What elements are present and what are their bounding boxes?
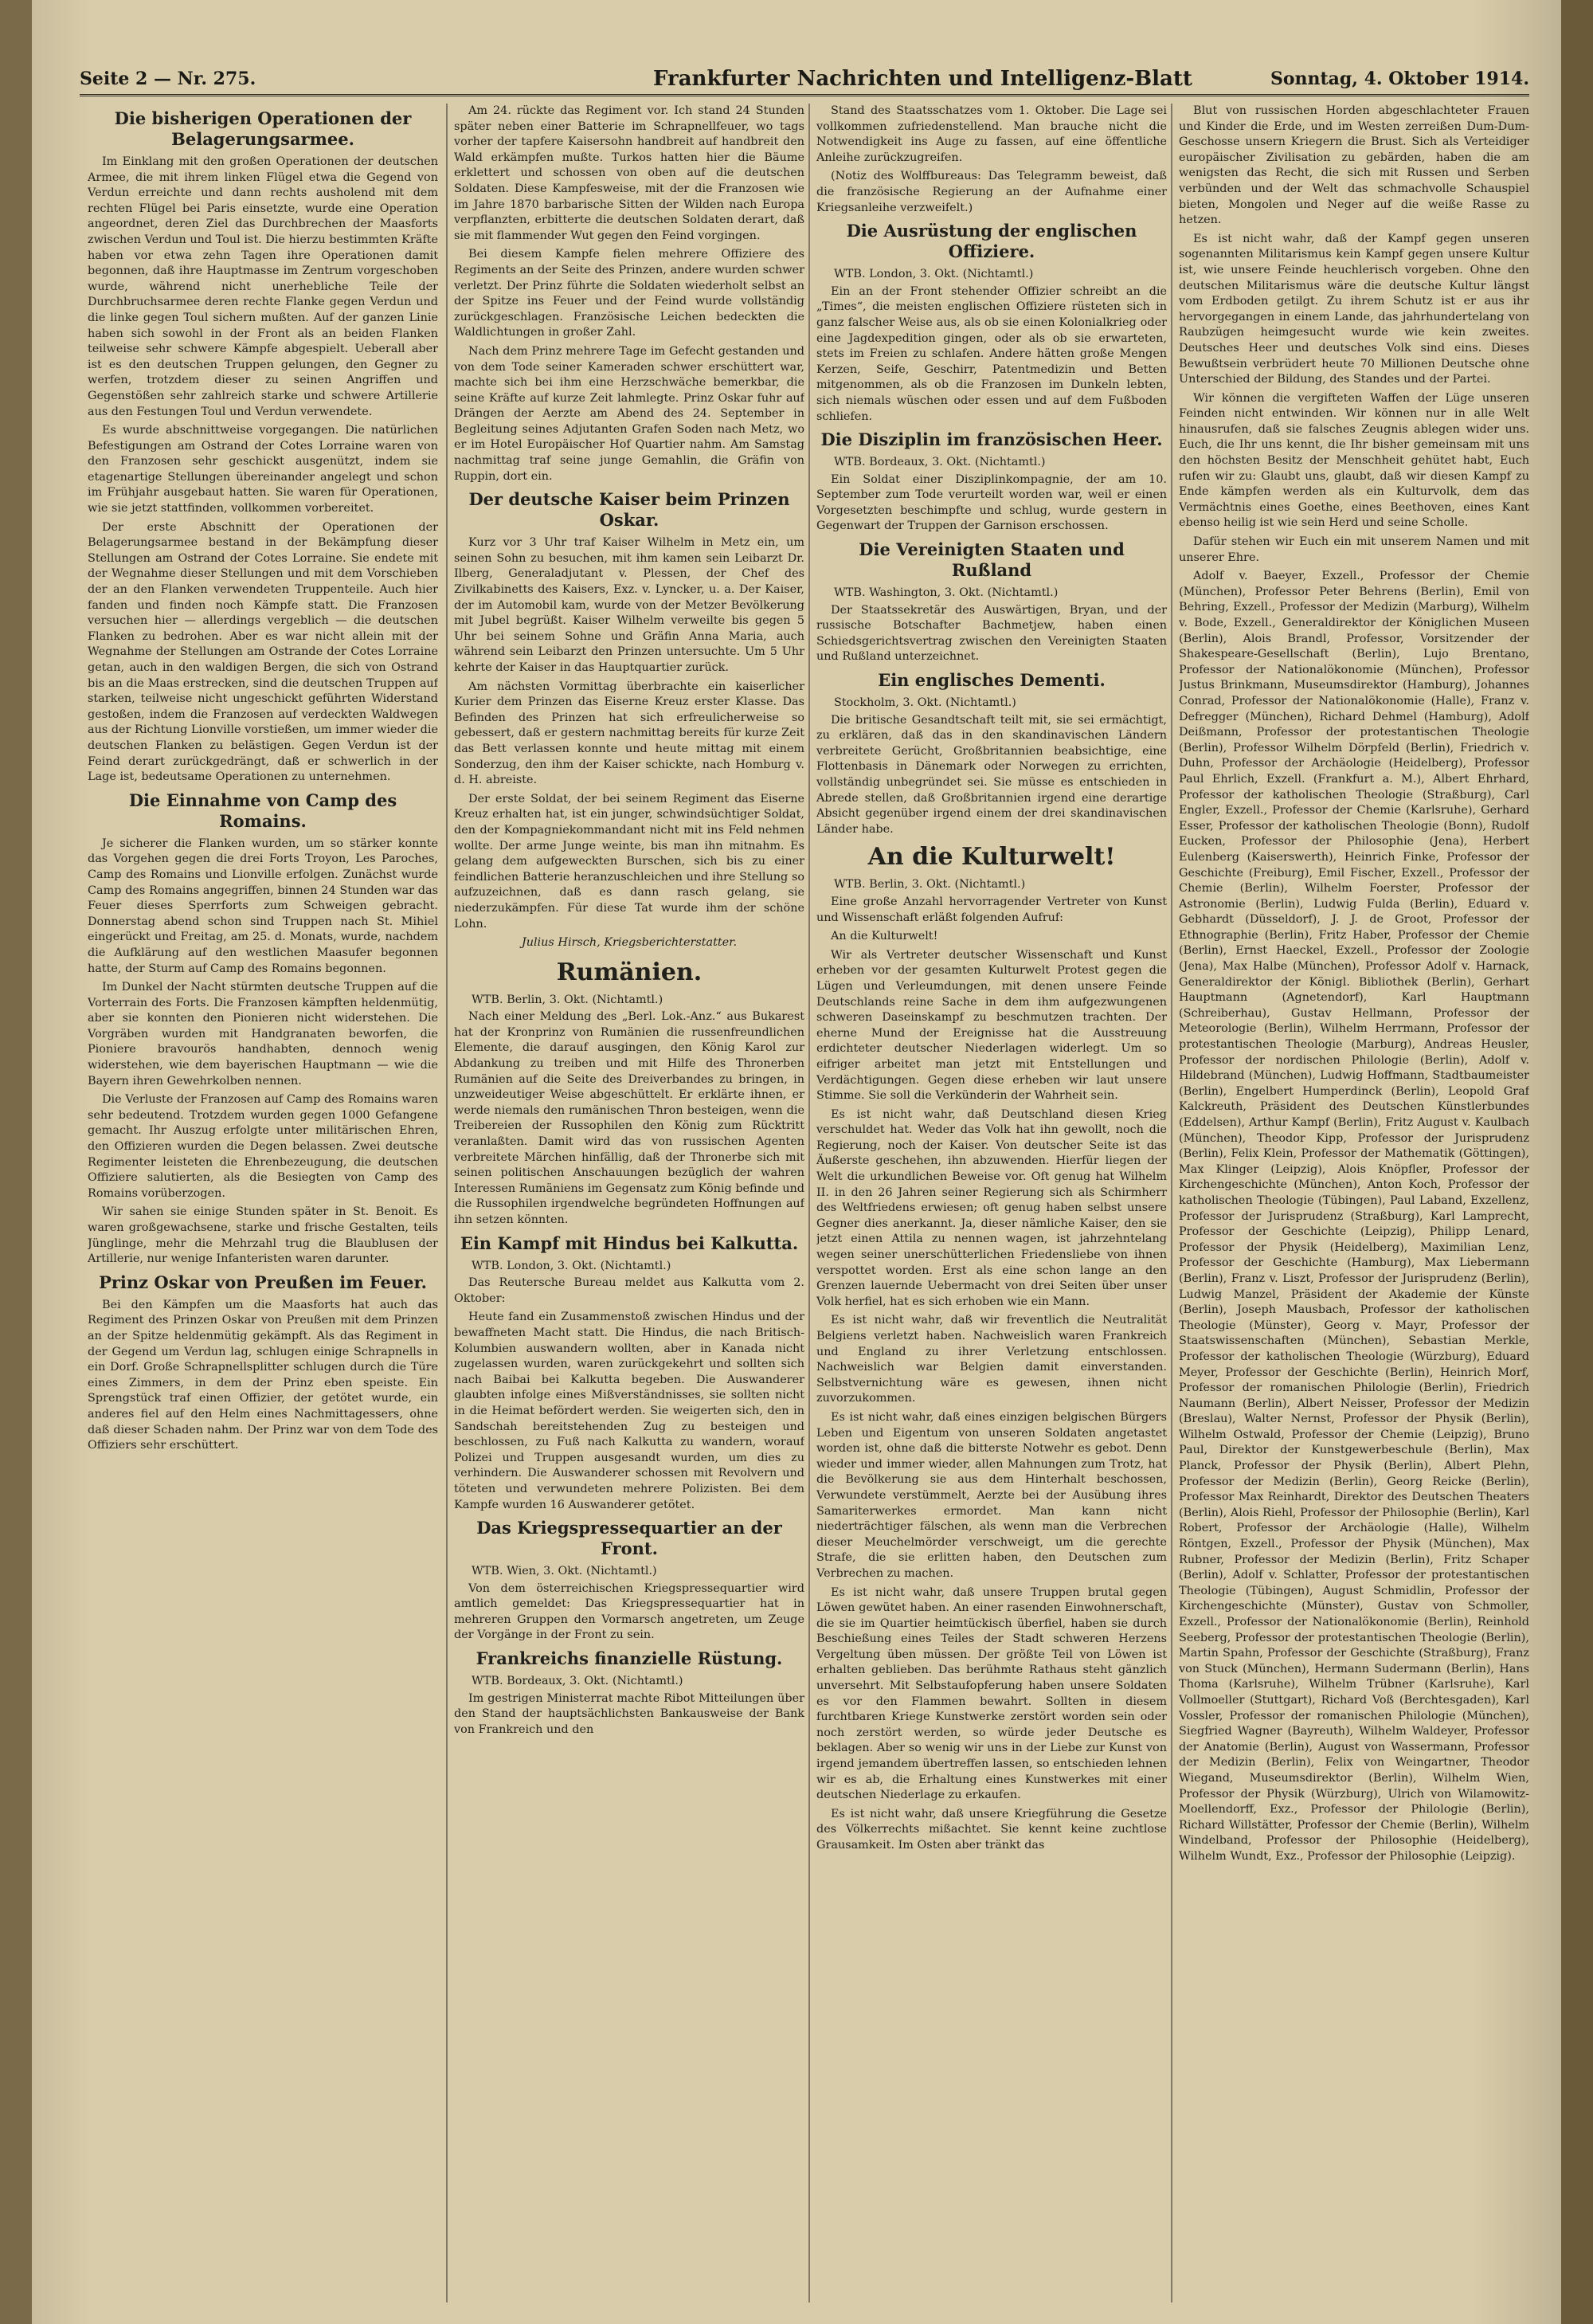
masthead-title: Frankfurter Nachrichten und Intelligenz-Blatt (653, 67, 1192, 91)
article (816, 539, 1167, 665)
paragraph: Die britische Gesandtschaft teilt mit, sie sei ermächtigt, zu erklären, daß das in den skandinavischen Ländern verbreitete Gerücht, Großbritannien beabsichtige, eine Flottenbasis in Dänemark oder Norwegen zu errichten, vollständig unbegründet sei. Sie müsse es entschieden in Abrede stellen, daß Großbritannien irgend eine derartige Absicht gegenüber irgend einem der drei skandinavischen Länder habe. (816, 713, 1167, 836)
article-headline: Das Kriegspressequartier an der Front. (476, 1518, 782, 1559)
article-headline: Die Ausrüstung der englischen Offiziere. (846, 221, 1137, 262)
book-binding-left (0, 0, 32, 2324)
paragraph: Von dem österreichischen Kriegspressequartier wird amtlich gemeldet: Das Kriegspressequartier hat in mehreren Gruppen den Vormarsch angetreten, um Zeuge der Vorgänge in der Front zu sein. (454, 1581, 804, 1642)
paragraph: Blut von russischen Horden abgeschlachteter Frauen und Kinder die Erde, und im Westen zerreißen Dum-Dum-Geschosse unsern Kriegern die Brust. Sich als Verteidiger europäischer Zivilisation zu gebärden, haben die am wenigsten das Recht, die sich mit Russen und Serben verbünden und der Welt das schmachvolle Schauspiel bieten, Mongolen und Neger auf die weiße Rasse zu hetzen. (1179, 104, 1529, 227)
dateline: WTB. Bordeaux, 3. Okt. (Nichtamtl.) (472, 1675, 683, 1688)
dateline: WTB. London, 3. Okt. (Nichtamtl.) (472, 1259, 671, 1272)
paragraph: Bei den Kämpfen um die Maasforts hat auch das Regiment des Prinzen Oskar von Preußen mit dem Prinzen an der Spitze heldenmütig gekämpft. Als das Regiment in der Gegend um Verdun lag, schlugen einige Schrapnells in ein Dorf. Große Schrapnellsplitter schlugen durch die Türe eines Zimmers, in dem der Prinz eben speiste. Ein Sprengstück traf einen Offizier, der getötet wurde, ein anderes fiel auf den Helm eines Nachmittagessers, ohne daß dieser Schaden nahm. Der Prinz war von dem Tode des Offiziers sehr erschüttert. (88, 1298, 438, 1452)
dateline: WTB. Bordeaux, 3. Okt. (Nichtamtl.) (834, 456, 1046, 469)
paragraph: Kurz vor 3 Uhr traf Kaiser Wilhelm in Metz ein, um seinen Sohn zu besuchen, mit ihm kamen sein Leibarzt Dr. Ilberg, Generaladjutant v. Plessen, der Chef des Zivilkabinetts des Kaisers, Exz. v. Lyncker, u. a. Der Kaiser, der im Automobil kam, wurde von der Metzer Bevölkerung mit Jubel begrüßt. Kaiser Wilhelm verweilte bis gegen 5 Uhr bei seinem Sohne und Gräfin Anna Maria, auch während sein Leibarzt den Prinzen untersuchte. Um 5 Uhr kehrte der Kaiser in das Hauptquartier zurück. (454, 536, 804, 674)
article-headline: Der deutsche Kaiser beim Prinzen Oskar. (468, 489, 790, 531)
paragraph: Ein Soldat einer Disziplinkompagnie, der am 10. September zum Tode verurteilt worden war, weil er einen Vorgesetzten beschimpfte und schlug, wurde gestern in Gegenwart der Truppen der Garnison erschossen. (816, 472, 1167, 533)
column-1 (88, 104, 438, 2302)
column-rule (446, 104, 448, 2302)
article (88, 1272, 438, 1454)
column-rule (808, 104, 810, 2302)
dateline: WTB. Berlin, 3. Okt. (Nichtamtl.) (834, 878, 1026, 892)
article (88, 790, 438, 1268)
article (1179, 104, 1529, 1865)
issue-date: Sonntag, 4. Oktober 1914. (1270, 69, 1529, 89)
paragraph: Der erste Abschnitt der Operationen der Belagerungsarmee bestand in der Bekämpfung dieser Stellungen am Ostrand der Cotes Lorraine. Sie endete mit der Wegnahme dieser Stellungen und mit dem Vorschieben der an den Flanken verwendeten Truppenteile. Auch hier fanden und finden noch Kämpfe statt. Die Franzosen versuchen hier — allerdings vergeblich — die deutschen Flanken zu bedrohen. Aber es war nicht allein mit der Wegnahme der Stellungen am Ostrande der Cotes Lorraine getan, auch in den waldigen Bergen, die sich von Ostrand bis an die Maas erstrecken, sind die deutschen Truppen auf starken, teilweise nicht ungeschickt geführten Widerstand gestoßen, indem die Franzosen auf verdeckten Waldwegen aus der Richtung Lionville vorstießen, um immer wieder die deutschen Flanken zu belästigen. Gegen Verdun ist der Feind derart zurückgedrängt, daß er schwerlich in der Lage ist, bedeutsame Operationen zu unternehmen. (88, 520, 438, 784)
paragraph: Es ist nicht wahr, daß eines einzigen belgischen Bürgers Leben und Eigentum von unseren Soldaten angetastet worden ist, ohne daß die bitterste Notwehr es gebot. Denn wieder und immer wieder, allen Mahnungen zum Trotz, hat die Bevölkerung sie aus dem Hinterhalt beschossen, Verwundete verstümmelt, Aerzte bei der Ausübung ihres Samariterwerkes ermordet. Man kann nicht niederträchtiger fälschen, als wenn man die Verbrechen dieser Meuchelmörder verschweigt, um die gerechte Strafe, die sie erlitten haben, den Deutschen zum Verbrechen zu machen. (816, 1410, 1167, 1580)
paragraph: Die Verluste der Franzosen auf Camp des Romains waren sehr bedeutend. Trotzdem wurden gegen 1000 Gefangene gemacht. Ihr Auszug erfolgte unter militärischen Ehren, den Offizieren wurden die Degen belassen. Zwei deutsche Regimenter leisteten die Ehrenbezeugung, die deutschen Offiziere salutierten, als die Besiegten von Camp des Romains vorüberzogen. (88, 1093, 438, 1200)
article-headline: Ein Kampf mit Hindus bei Kalkutta. (460, 1233, 799, 1253)
column-2 (454, 104, 804, 2302)
dateline: WTB. Wien, 3. Okt. (Nichtamtl.) (472, 1565, 657, 1578)
book-binding-right (1561, 0, 1593, 2324)
article-headline: Prinz Oskar von Preußen im Feuer. (99, 1272, 427, 1292)
paragraph: Im Einklang mit den großen Operationen der deutschen Armee, die mit ihrem linken Flügel etwa die Gegend von Verdun erreichte und dann rechts ausholend mit dem rechten Flügel bei Paris einsetzte, wurde eine Operation angeordnet, deren Ziel das Durchbrechen der Maasforts zwischen Verdun und Toul ist. Die hierzu bestimmten Kräfte haben vor etwa zehn Tagen ihre Operationen damit begonnen, daß ihre Hauptmasse im Zentrum vorgeschoben wurde, während nicht unerhebliche Teile der Durchbruchsarmee deren rechte Flanke gegen Verdun und die linke gegen Toul sichern mußten. Auf der ganzen Linie haben sich sowohl in der Front als an beiden Flanken teilweise sehr schwere Kämpfe abgespielt. Ueberall aber ist es den deutschen Truppen gelungen, den Gegner zu werfen, trotzdem dieser zu seinen Angriffen und Gegenstößen sehr zahlreich starke und schwere Artillerie aus den Festungen Toul und Verdun verwendete. (88, 155, 438, 418)
article-headline: Die Einnahme von Camp des Romains. (128, 790, 397, 831)
article-headline: Die Disziplin im französischen Heer. (820, 429, 1163, 450)
paragraph: Am nächsten Vormittag überbrachte ein kaiserlicher Kurier dem Prinzen das Eiserne Kreuz erster Klasse. Das Befinden des Prinzen hat sich erfreulicherweise so gebessert, daß er gestern nachmittag bereits für kurze Zeit das Bett verlassen konnte und heute mittag mit einem Sonderzug, den ihm der Kaiser schickte, nach Homburg v. d. H. abreiste. (454, 680, 804, 787)
paragraph: Es ist nicht wahr, daß der Kampf gegen unseren sogenannten Militarismus kein Kampf gegen unsere Kultur ist, wie unsere Feinde heuchlerisch vorgeben. Ohne den deutschen Militarismus wäre die deutsche Kultur längst vom Erdboden getilgt. Zu ihrem Schutz ist er aus ihr hervorgegangen in einem Lande, das jahrhundertelang von Raubzügen heimgesucht wurde wie kein zweites. Deutsches Heer und deutsches Volk sind eins. Dieses Bewußtsein verbrüdert heute 70 Millionen Deutsche ohne Unterschied der Bildung, des Standes und der Partei. (1179, 232, 1529, 386)
paragraph: Am 24. rückte das Regiment vor. Ich stand 24 Stunden später neben einer Batterie im Schrapnellfeuer, wo tags vorher der tapfere Kaisersohn handbreit auf handbreit den Wald erkämpfen mußte. Turkos hatten hier die Bäume erklettert und schossen von oben auf die deutschen Soldaten. Diese Kampfesweise, mit der die Franzosen wie im Jahre 1870 barbarische Sitten der Wilden nach Europa verpflanzten, erbitterte die deutschen Soldaten derart, daß sie mit flammender Wut gegen den Feind vorgingen. (454, 104, 804, 242)
article-headline: Ein englisches Dementi. (878, 670, 1106, 691)
paragraph: Heute fand ein Zusammenstoß zwischen Hindus und der bewaffneten Macht statt. Die Hindus, die nach Britisch-Kolumbien auswandern wollten, aber in Kanada nicht zugelassen wurden, waren zurückgekehrt und sollten sich nach Baibai bei Kalkutta begeben. Die Auswanderer glaubten infolge eines Mißverständnisses, sie sollten nicht in die Heimat befördert werden. Sie weigerten sich, den in Sandschah bereitstehenden Zug zu besteigen und beschlossen, zu Fuß nach Kalkutta zu wandern, worauf Polizei und Truppen ausgesandt wurden, um dies zu verhindern. Die Auswanderer schossen mit Revolvern und töteten und verwundeten mehrere Polizisten. Bei dem Kampfe wurden 16 Auswanderer getötet. (454, 1311, 804, 1511)
paragraph: Eine große Anzahl hervorragender Vertreter von Kunst und Wissenschaft erläßt folgenden Aufruf: (816, 895, 1167, 924)
article-headline: Die Vereinigten Staaten und Rußland (859, 539, 1125, 581)
column-rule (1171, 104, 1172, 2302)
article (454, 1518, 804, 1644)
article (454, 958, 804, 1229)
paragraph: Das Reutersche Bureau meldet aus Kalkutta vom 2. Oktober: (454, 1276, 804, 1305)
paragraph: Im gestrigen Ministerrat machte Ribot Mitteilungen über den Stand der hauptsächlichsten Bankausweise der Bank von Frankreich und den (454, 1691, 804, 1736)
article (454, 1233, 804, 1514)
paragraph: Nach einer Meldung des „Berl. Lok.-Anz.“ aus Bukarest hat der Kronprinz von Rumänien die russenfreundlichen Elemente, die darauf ausgingen, den König Karol zur Abdankung zu treiben und mit Hilfe des Thronerben Rumänien auf die Seite des Dreiverbandes zu bringen, in unzweideutiger Weise abgeschüttelt. Er erklärte ihnen, er werde niemals den rumänischen Thron besteigen, wenn die Treibereien der Russophilen den König zum Rücktritt veranlaßten. Damit wird das von russischen Agenten verbreitete Märchen hinfällig, daß der Thronerbe sich mit seinen politischen Anschauungen bezüglich der wahren Interessen Rumäniens im Gegensatz zum König befinde und die Russophilen irgendwelche begründeten Hoffnungen auf ihn setzen könnten. (454, 1010, 804, 1226)
newspaper-page (32, 0, 1561, 2324)
paragraph: Es ist nicht wahr, daß unsere Kriegführung die Gesetze des Völkerrechts mißachtet. Sie kennt keine zuchtlose Grausamkeit. Im Osten aber tränkt das (816, 1807, 1167, 1852)
paragraph: Es ist nicht wahr, daß unsere Truppen brutal gegen Löwen gewütet haben. An einer rasenden Einwohnerschaft, die sie im Quartier heimtückisch überfiel, haben sie durch Beschießung eines Teiles der Stadt schweren Herzens Vergeltung üben müssen. Der größte Teil von Löwen ist erhalten geblieben. Das berühmte Rathaus steht gänzlich unversehrt. Mit Selbstaufopferung haben unsere Soldaten es vor den Flammen bewahrt. Sollten in diesem furchtbaren Kriege Kunstwerke zerstört worden sein oder noch zerstört werden, so würde jeder Deutsche es beklagen. Aber so wenig wir uns in der Liebe zur Kunst von irgend jemandem übertreffen lassen, so entschieden lehnen wir es ab, die Erhaltung eines Kunstwerkes mit einer deutschen Niederlage zu erkaufen. (816, 1585, 1167, 1802)
page-number: Seite 2 — Nr. 275. (80, 69, 256, 89)
paragraph: Es wurde abschnittweise vorgegangen. Die natürlichen Befestigungen am Ostrand der Cotes Lorraine waren von den Franzosen sehr geschickt ausgenützt, indem sie etagenartige Stellungen übereinander angelegt und schon im Frühjahr ausgebaut hatten. Sie waren für Operationen, wie sie jetzt stattfinden, vollkommen vorbereitet. (88, 424, 438, 515)
article (454, 489, 804, 950)
article (88, 108, 438, 786)
article (816, 221, 1167, 425)
paragraph: Wir sahen sie einige Stunden später in St. Benoit. Es waren großgewachsene, starke und frische Gestalten, teils Jünglinge, mehr die Mehrzahl trug die Blaublusen der Artillerie, nur wenige Infanteristen waren darunter. (88, 1205, 438, 1266)
article (816, 104, 1167, 216)
paragraph: Es ist nicht wahr, daß Deutschland diesen Krieg verschuldet hat. Weder das Volk hat ihn gewollt, noch die Regierung, noch der Kaiser. Von deutscher Seite ist das Äußerste geschehen, ihn abzuwenden. Hierfür liegen der Welt die urkundlichen Beweise vor. Oft genug hat Wilhelm II. in den 26 Jahren seiner Regierung sich als Schirmherr des Weltfriedens erwiesen; oft genug haben selbst unsere Gegner dies anerkannt. Ja, dieser nämliche Kaiser, den sie jetzt einen Attila zu nennen wagen, ist jahrzehntelang wegen seiner unerschütterlichen Friedensliebe von ihnen verspottet worden. Erst als eine schon lange an den Grenzen lauernde Uebermacht von drei Seiten über unser Volk herfiel, hat es sich erhoben wie ein Mann. (816, 1107, 1167, 1308)
byline: Julius Hirsch, Kriegsberichterstatter. (521, 936, 738, 950)
paragraph: Ein an der Front stehender Offizier schreibt an die „Times“, die meisten englischen Offiziere rüsteten sich in ganz falscher Weise aus, als ob sie einen Kolonialkrieg oder eine Jagdexpedition gingen, oder als ob sie erwarteten, stets im Freien zu schlafen. Andere hätten große Mengen Kerzen, Seife, Geschirr, Patentmedizin und Betten mitgenommen, als ob die Franzosen im Dunkeln lebten, sich niemals wüschen oder essen und auf dem Fußboden schliefen. (816, 284, 1167, 423)
paragraph: Es ist nicht wahr, daß wir freventlich die Neutralität Belgiens verletzt haben. Nachweislich waren Frankreich und England zu ihrer Verletzung entschlossen. Nachweislich war Belgien damit einverstanden. Selbstvernichtung wäre es gewesen, ihnen nicht zuvorzukommen. (816, 1314, 1167, 1405)
dateline: WTB. Berlin, 3. Okt. (Nichtamtl.) (472, 993, 663, 1006)
dateline: WTB. London, 3. Okt. (Nichtamtl.) (834, 268, 1034, 281)
paragraph: Je sicherer die Flanken wurden, um so stärker konnte das Vorgehen gegen die drei Forts Troyon, Les Paroches, Camp des Romains und Lionville erfolgen. Zunächst wurde Camp des Romains angegriffen, binnen 24 Stunden war das Feuer dieses Sperrforts zum Schweigen gebracht. Donnerstag abend schon sind Truppen nach St. Mihiel eingerückt und Freitag, am 25. d. Monats, wurde, nachdem die Aufklärung auf den westlichen Maasufer begonnen hatte, der Sturm auf Camp des Romains begonnen. (88, 837, 438, 975)
article-headline: Frankreichs finanzielle Rüstung. (476, 1648, 783, 1669)
dateline: Stockholm, 3. Okt. (Nichtamtl.) (834, 696, 1016, 710)
article-headline: An die Kulturwelt! (867, 843, 1116, 872)
article (454, 1648, 804, 1738)
paragraph: Wir können die vergifteten Waffen der Lüge unseren Feinden nicht entwinden. Wir können nur in alle Welt hinausrufen, daß sie falsches Zeugnis ablegen wider uns. Euch, die Ihr uns kennt, die Ihr bisher gemeinsam mit uns den höchsten Besitz der Menschheit gehütet habt, Euch rufen wir zu: Glaubt uns, glaubt, daß wir diesen Kampf zu Ende kämpfen werden als ein Kulturvolk, dem das Vermächtnis eines Goethe, eines Beethoven, eines Kant ebenso heilig ist wie sein Herd und seine Scholle. (1179, 391, 1529, 530)
paragraph: An die Kulturwelt! (831, 930, 938, 943)
article (454, 104, 804, 484)
article (816, 670, 1167, 837)
column-3 (816, 104, 1167, 2302)
article (816, 842, 1167, 1853)
dateline: WTB. Washington, 3. Okt. (Nichtamtl.) (834, 586, 1059, 600)
article (816, 429, 1167, 535)
article-headline: Rumänien. (556, 958, 703, 986)
column-4 (1179, 104, 1529, 2302)
page-header (80, 62, 1529, 96)
paragraph: Stand des Staatsschatzes vom 1. Oktober. Die Lage sei vollkommen zufriedenstellend. Man brauche nicht die Notwendigkeit ins Auge zu fassen, auf eine öffentliche Anleihe zurückzugreifen. (816, 104, 1167, 164)
paragraph: Der Staatssekretär des Auswärtigen, Bryan, und der russische Botschafter Bachmetjew, haben einen Schiedsgerichtsvertrag zwischen den Vereinigten Staaten und Rußland unterzeichnet. (816, 603, 1167, 664)
paragraph: Nach dem Prinz mehrere Tage im Gefecht gestanden und von dem Tode seiner Kameraden schwer erschüttert war, machte sich bei ihm eine Herzschwäche bemerkbar, die seine Kräfte auf kurze Zeit lahmlegte. Prinz Oskar fuhr auf Drängen der Aerzte am Abend des 24. September in Begleitung seines Adjutanten Grafen Soden nach Metz, wo er im Hotel Europäischer Hof Quartier nahm. Am Samstag nachmittag traf seine junge Gemahlin, die Gräfin von Ruppin, dort ein. (454, 344, 804, 483)
paragraph: (Notiz des Wolffbureaus: Das Telegramm beweist, daß die französische Regierung an der Aufnahme einer Kriegsanleihe verzweifelt.) (816, 170, 1167, 214)
paragraph: Der erste Soldat, der bei seinem Regiment das Eiserne Kreuz erhalten hat, ist ein junger, schwindsüchtiger Soldat, den der Kompagniekommandant nicht mit ins Feld nehmen wollte. Der arme Junge weinte, bis man ihn mitnahm. Es gelang dem aufgeweckten Burschen, sich bis zu einer feindlichen Batterie heranzuschleichen und ihre Stellung so aufzuzeichnen, daß es dann rasch gelang, sie niederzukämpfen. Für diese Tat wurde ihm der schöne Lohn. (454, 792, 804, 931)
paragraph: Im Dunkel der Nacht stürmten deutsche Truppen auf die Vorterrain des Forts. Die Franzosen kämpften heldenmütig, aber sie konnten den Pionieren nicht widerstehen. Die Vorgräben wurden mit Handgranaten beworfen, die Pioniere bravourös handhabten, dennoch wenig widerstehen, wie dem bayerischen Hauptmann — wie die Bayern ihren Gewehrkolben nennen. (88, 981, 438, 1088)
paragraph: Wir als Vertreter deutscher Wissenschaft und Kunst erheben vor der gesamten Kulturwelt Protest gegen die Lügen und Verleumdungen, mit denen unsere Feinde Deutschlands reine Sache in dem ihm aufgezwungenen schweren Daseinskampf zu beschmutzen trachten. Der eherne Mund der Ereignisse hat die Ausstreuung erdichteter deutscher Niederlagen widerlegt. Um so eifriger arbeitet man jetzt mit Entstellungen und Verdächtigungen. Gegen diese erheben wir laut unsere Stimme. Sie soll die Verkünderin der Wahrheit sein. (816, 948, 1167, 1103)
paragraph: Adolf v. Baeyer, Exzell., Professor der Chemie (München), Professor Peter Behrens (Berlin), Emil von Behring, Exzell., Professor der Medizin (Marburg), Wilhelm v. Bode, Exzell., Generaldirektor der Königlichen Museen (Berlin), Alois Brandl, Professor, Vorsitzender der Shakespeare-Gesellschaft (Berlin), Lujo Brentano, Professor der Nationalökonomie (München), Professor Justus Brinkmann, Museumsdirektor (Hamburg), Johannes Conrad, Professor der Nationalökonomie (Halle), Franz v. Defregger (München), Richard Dehmel (Hamburg), Adolf Deißmann, Professor der protestantischen Theologie (Berlin), Professor Wilhelm Dörpfeld (Berlin), Friedrich v. Duhn, Professor der Archäologie (Heidelberg), Professor Paul Ehrlich, Exzell. (Frankfurt a. M.), Albert Ehrhard, Professor der katholischen Theologie (Straßburg), Carl Engler, Exzell., Professor der Chemie (Karlsruhe), Gerhard Esser, Professor der katholischen Theologie (Bonn), Rudolf Eucken, Professor der Philosophie (Jena), Herbert Eulenberg (Kaiserswerth), Heinrich Finke, Professor der Geschichte (Freiburg), Emil Fischer, Exzell., Professor der Chemie (Berlin), Wilhelm Foerster, Professor der Astronomie (Berlin), Ludwig Fulda (Berlin), Eduard v. Gebhardt (Düsseldorf), J. J. de Groot, Professor der Ethnographie (Berlin), Fritz Haber, Professor der Chemie (Berlin), Ernst Haeckel, Exzell., Professor der Zoologie (Jena), Max Halbe (München), Professor Adolf v. Harnack, Generaldirektor der Königl. Bibliothek (Berlin), Gerhart Hauptmann (Agnetendorf), Karl Hauptmann (Schreiberhau), Gustav Hellmann, Professor der Meteorologie (Berlin), Wilhelm Herrmann, Professor der protestantischen Theologie (Marburg), Andreas Heusler, Professor der nordischen Philologie (Berlin), Adolf v. Hildebrand (München), Ludwig Hoffmann, Stadtbaumeister (Berlin), Engelbert Humperdinck (Berlin), Leopold Graf Kalckreuth, Präsident des Deutschen Künstlerbundes (Eddelsen), Arthur Kampf (Berlin), Fritz August v. Kaulbach (München), Theodor Kipp, Professor der Jurisprudenz (Berlin), Felix Klein, Professor der Mathematik (Göttingen), Max Klinger (Leipzig), Alois Knöpfler, Professor der Kirchengeschichte (München), Anton Koch, Professor der katholischen Theologie (Tübingen), Paul Laband, Exzellenz, Professor der Jurisprudenz (Straßburg), Karl Lamprecht, Professor der Geschichte (Leipzig), Philipp Lenard, Professor der Physik (Heidelberg), Maximilian Lenz, Professor der Geschichte (Hamburg), Max Liebermann (Berlin), Franz v. Liszt, Professor der Jurisprudenz (Berlin), Ludwig Manzel, Präsident der Akademie der Künste (Berlin), Joseph Mausbach, Professor der katholischen Theologie (Münster), Georg v. Mayr, Professor der Staatswissenschaften (München), Sebastian Merkle, Professor der katholischen Theologie (Würzburg), Eduard Meyer, Professor der Geschichte (Berlin), Heinrich Morf, Professor der romanischen Philologie (Berlin), Friedrich Naumann (Berlin), Albert Neisser, Professor der Medizin (Breslau), Walter Nernst, Professor der Physik (Berlin), Wilhelm Ostwald, Professor der Chemie (Leipzig), Bruno Paul, Direktor der Kunstgewerbeschule (Berlin), Max Planck, Professor der Physik (Berlin), Albert Plehn, Professor der Medizin (Berlin), Georg Reicke (Berlin), Professor Max Reinhardt, Direktor des Deutschen Theaters (Berlin), Alois Riehl, Professor der Philosophie (Berlin), Karl Robert, Professor der Archäologie (Halle), Wilhelm Röntgen, Exzell., Professor der Physik (München), Max Rubner, Professor der Medizin (Berlin), Fritz Schaper (Berlin), Adolf v. Schlatter, Professor der protestantischen Theologie (Tübingen), August Schmidlin, Professor der Kirchengeschichte (Münster), Gustav von Schmoller, Exzell., Professor der Nationalökonomie (Berlin), Reinhold Seeberg, Professor der protestantischen Theologie (Berlin), Martin Spahn, Professor der Geschichte (Straßburg), Franz von Stuck (München), Hermann Sudermann (Berlin), Hans Thoma (Karlsruhe), Wilhelm Trübner (Karlsruhe), Karl Vollmoeller (Stuttgart), Richard Voß (Berchtesgaden), Karl Vossler, Professor der romanischen Philologie (München), Siegfried Wagner (Bayreuth), Wilhelm Waldeyer, Professor der Anatomie (Berlin), August von Wassermann, Professor der Medizin (Berlin), Felix von Weingartner, Theodor Wiegand, Museumsdirektor (Berlin), Wilhelm Wien, Professor der Physik (Würzburg), Ulrich von Wilamowitz-Moellendorff, Exz., Professor der Philologie (Berlin), Richard Willstätter, Professor der Chemie (Berlin), Wilhelm Windelband, Professor der Philosophie (Heidelberg), Wilhelm Wundt, Exz., Professor der Philosophie (Leipzig). (1179, 570, 1529, 1863)
paragraph: Dafür stehen wir Euch ein mit unserem Namen und mit unserer Ehre. (1179, 535, 1529, 564)
article-headline: Die bisherigen Operationen der Belagerungsarmee. (114, 108, 412, 149)
paragraph: Bei diesem Kampfe fielen mehrere Offiziere des Regiments an der Seite des Prinzen, andere wurden schwer verletzt. Der Prinz führte die Soldaten wiederholt selbst an der Spitze ins Feuer und der Feind wurde vollständig zurückgeschlagen. Französische Leichen bedeckten die Waldlichtungen in großer Zahl. (454, 248, 804, 339)
